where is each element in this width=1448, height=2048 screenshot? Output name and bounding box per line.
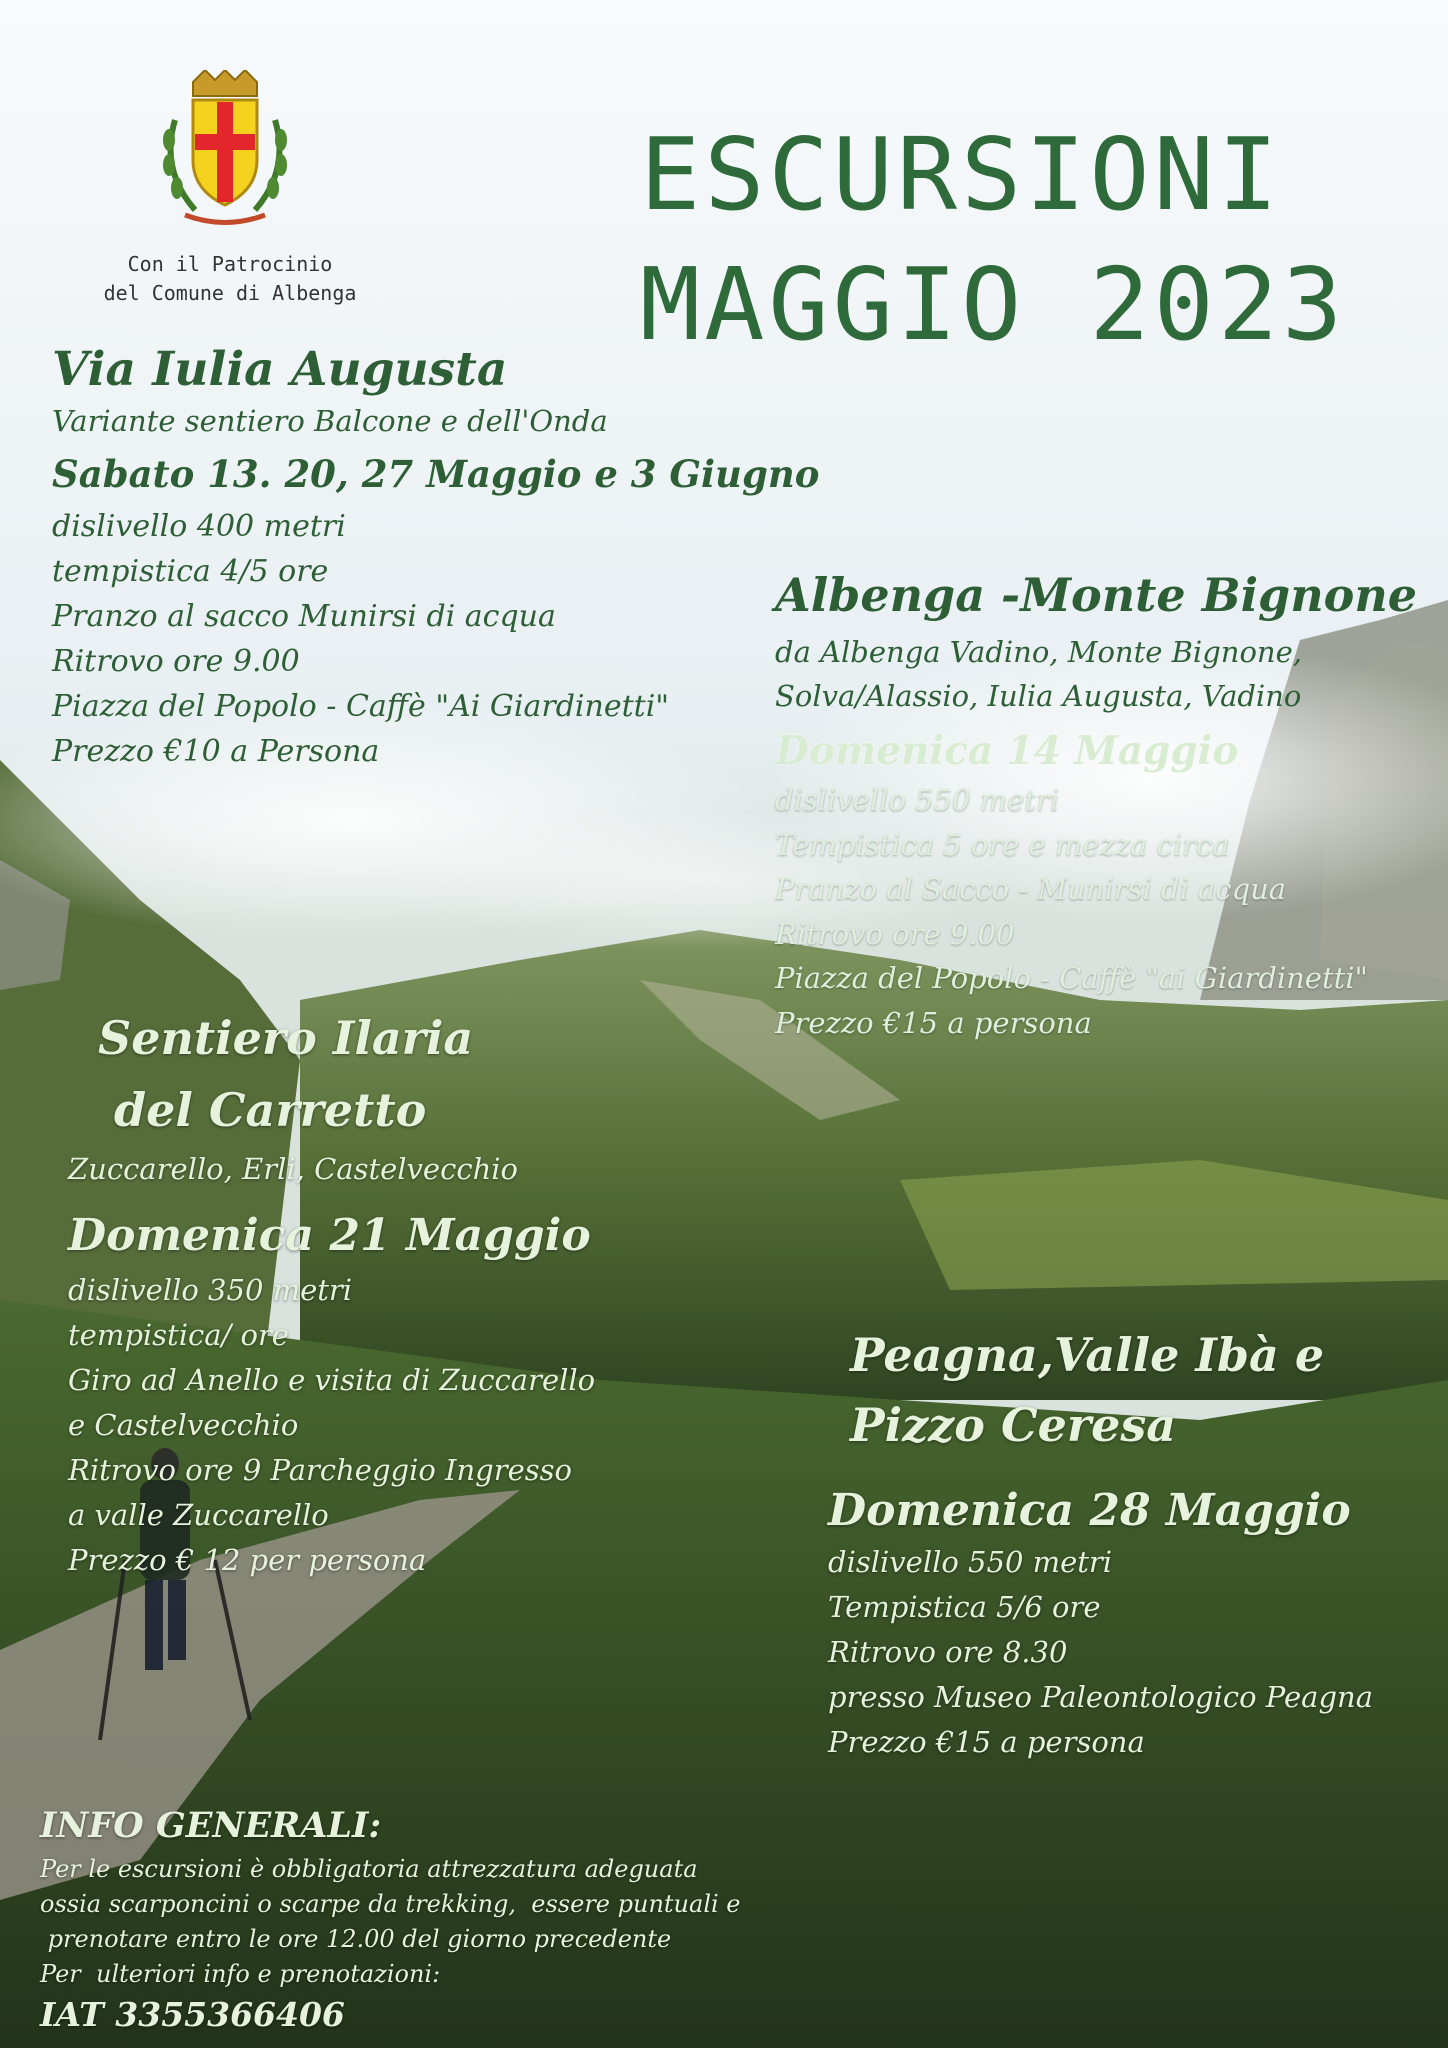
detail-line: dislivello 400 metri [52,509,346,544]
detail-line: Ritrovo ore 9.00 [52,644,300,679]
info-phone: IAT 3355366406 [40,1995,345,2034]
detail-line: Prezzo €15 a persona [775,1005,1092,1040]
excursion-1-title: Via Iulia Augusta [52,342,508,397]
detail-line: Pranzo al Sacco - Munirsi di acqua [775,872,1287,907]
excursion-3-date: Domenica 21 Maggio [68,1210,591,1261]
detail-line: e Castelvecchio [68,1408,299,1442]
excursion-2-title: Albenga -Monte Bignone [775,568,1418,622]
excursion-1-details [52,504,669,774]
main-title [640,110,1440,370]
detail-line: tempistica 4/5 ore [52,554,329,589]
detail-line: Prezzo €10 a Persona [52,734,380,769]
detail-line: Piazza del Popolo - Caffè "ai Giardinetti" [775,961,1368,996]
detail-line: dislivello 550 metri [775,783,1060,817]
detail-line: Prezzo €15 a persona [828,1725,1145,1759]
detail-line: Ritrovo ore 8.30 [828,1635,1068,1669]
excursion-4-date: Domenica 28 Maggio [828,1485,1351,1536]
excursion-1-subtitle: Variante sentiero Balcone e dell'Onda [52,404,608,438]
excursion-3-subtitle: Zuccarello, Erli, Castelvecchio [68,1152,518,1186]
coat-of-arms-icon [155,70,295,230]
excursion-3-title: Sentiero Ilaria del Carretto [98,1011,474,1137]
detail-line: presso Museo Paleontologico Peagna [828,1680,1373,1714]
excursion-3-details [68,1268,595,1583]
detail-line: dislivello 350 metri [68,1273,353,1307]
info-title: INFO GENERALI: [40,1805,382,1846]
main-title-line1: ESCURSIONI [640,116,1283,233]
excursion-1-date: Sabato 13. 20, 27 Maggio e 3 Giugno [52,452,820,496]
detail-line: Ritrovo ore 9 Parcheggio Ingresso [68,1453,572,1487]
excursion-2-subtitle: da Albenga Vadino, Monte Bignone, Solva/Alassio, Iulia Augusta, Vadino [775,635,1302,713]
detail-line: Prezzo € 12 per persona [68,1543,427,1577]
detail-line: Giro ad Anello e visita di Zuccarello [68,1363,596,1397]
detail-line: dislivello 550 metri [828,1545,1113,1579]
detail-line: tempistica/ ore [68,1318,289,1352]
detail-line: Pranzo al sacco Munirsi di acqua [52,599,556,634]
detail-line: Piazza del Popolo - Caffè "Ai Giardinetti" [52,689,670,724]
detail-line: Tempistica 5/6 ore [828,1590,1101,1624]
main-title-line2: MAGGIO 2023 [640,246,1347,363]
excursion-2-details [775,778,1368,1046]
excursion-4-details [828,1540,1373,1765]
excursion-2-date: Domenica 14 Maggio [775,728,1239,774]
detail-line: Tempistica 5 ore e mezza circa [775,827,1230,862]
excursion-4-title: Peagna,Valle Ibà e Pizzo Ceresa [850,1328,1325,1452]
patronage-text: Con il Patrocinio del Comune di Albenga [103,252,357,305]
detail-line: Ritrovo ore 9.00 [775,916,1015,951]
info-text: Per le escursioni è obbligatoria attrezzatura adeguata ossia scarponcini o scarpe da trekking, essere puntuali e prenotare entro le ore 12.00 del giorno precedente Per ulteriori info e prenotazioni: [40,1855,741,1988]
detail-line: a valle Zuccarello [68,1498,329,1532]
